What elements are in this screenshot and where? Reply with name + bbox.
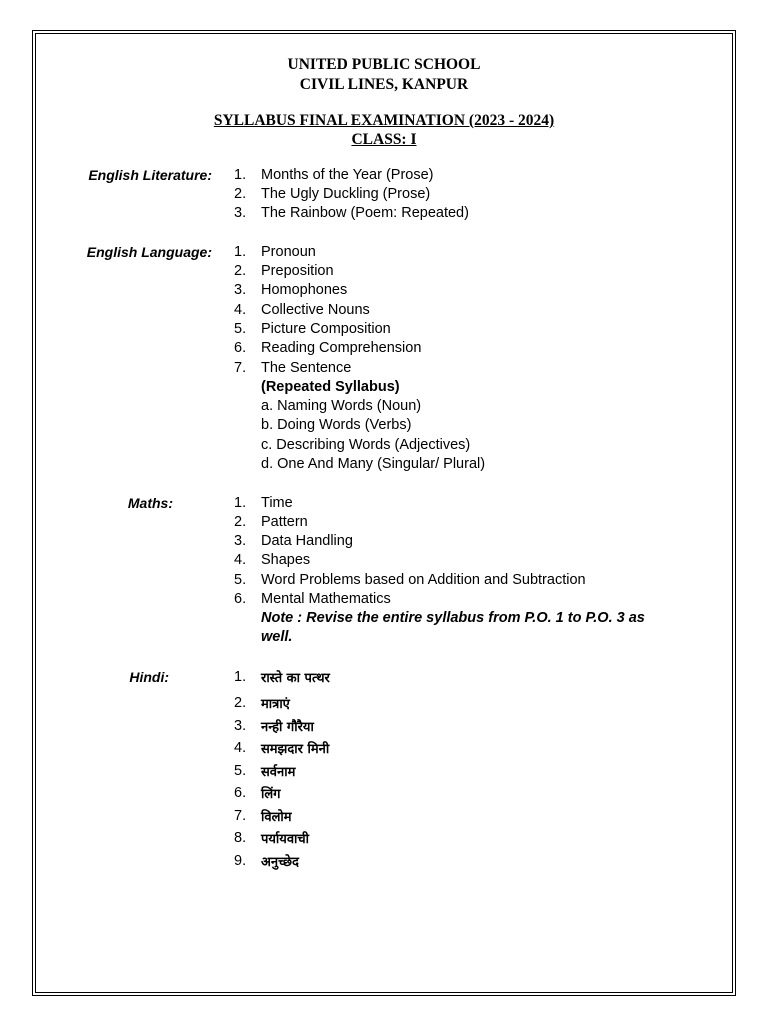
list-item-number: 4.: [234, 552, 247, 568]
school-address: CIVIL LINES, KANPUR: [299, 76, 469, 93]
list-item-number: 2.: [234, 263, 247, 279]
list-item-number: 4.: [234, 740, 247, 756]
list-item-number: 2.: [234, 695, 247, 711]
list-item: Mental Mathematics: [261, 591, 391, 607]
list-item: Picture Composition: [261, 321, 391, 337]
list-item-number: 5.: [234, 321, 247, 337]
school-name: UNITED PUBLIC SCHOOL: [287, 56, 481, 73]
list-item-number: 2.: [234, 514, 247, 530]
list-item: b. Doing Words (Verbs): [261, 417, 412, 433]
list-item: Collective Nouns: [261, 302, 370, 318]
list-item: पर्यायवाची: [261, 832, 310, 847]
list-item: The Sentence: [261, 360, 352, 376]
list-item-number: 3.: [234, 533, 247, 549]
list-item: समझदार मिनी: [261, 742, 330, 757]
list-item-number: 1.: [234, 669, 247, 685]
list-item-number: 3.: [234, 282, 247, 298]
list-item: मात्राएं: [261, 697, 290, 712]
list-item: Pronoun: [261, 244, 316, 260]
list-item: Months of the Year (Prose): [261, 167, 434, 183]
list-item-number: 1.: [234, 244, 247, 260]
list-item-number: 6.: [234, 340, 247, 356]
list-item-number: 5.: [234, 572, 247, 588]
list-item: Time: [261, 495, 293, 511]
list-item-number: 8.: [234, 830, 247, 846]
list-item: सर्वनाम: [261, 765, 296, 780]
list-item-number: 2.: [234, 186, 247, 202]
list-item-number: 6.: [234, 591, 247, 607]
revision-note: Note : Revise the entire syllabus from P.O. 1 to P.O. 3 as well.: [261, 610, 645, 646]
list-item: c. Describing Words (Adjectives): [261, 437, 471, 453]
list-item-number: 1.: [234, 167, 247, 183]
list-item-number: 1.: [234, 495, 247, 511]
exam-title: SYLLABUS FINAL EXAMINATION (2023 - 2024): [213, 112, 555, 129]
list-item: The Rainbow (Poem: Repeated): [261, 205, 469, 221]
subject-maths: Maths:: [127, 495, 173, 511]
list-item-number: 7.: [234, 808, 247, 824]
class-title: CLASS: I: [351, 131, 417, 148]
list-item: लिंग: [261, 787, 281, 802]
list-item: रास्ते का पत्थर: [261, 671, 330, 686]
subject-hindi: Hindi:: [129, 669, 169, 685]
list-item: The Ugly Duckling (Prose): [261, 186, 431, 202]
list-item: Pattern: [261, 514, 308, 530]
list-item: Data Handling: [261, 533, 353, 549]
list-item: Shapes: [261, 552, 311, 568]
list-item-number: 3.: [234, 205, 247, 221]
subject-english-language: English Language:: [86, 244, 212, 260]
subject-english-literature: English Literature:: [88, 167, 212, 183]
list-item: d. One And Many (Singular/ Plural): [261, 456, 486, 472]
list-item-number: 7.: [234, 360, 247, 376]
list-item: Homophones: [261, 282, 348, 298]
list-item-number: 6.: [234, 785, 247, 801]
list-item: Word Problems based on Addition and Subtraction: [261, 572, 586, 588]
repeated-syllabus-heading: (Repeated Syllabus): [261, 379, 400, 395]
list-item-number: 4.: [234, 302, 247, 318]
list-item: नन्ही गौरैया: [261, 720, 314, 735]
list-item: विलोम: [261, 810, 292, 825]
list-item-number: 3.: [234, 718, 247, 734]
list-item: Reading Comprehension: [261, 340, 422, 356]
list-item: Preposition: [261, 263, 334, 279]
list-item-number: 5.: [234, 763, 247, 779]
list-item-number: 9.: [234, 853, 247, 869]
list-item: अनुच्छेद: [261, 855, 299, 870]
list-item: a. Naming Words (Noun): [261, 398, 422, 414]
